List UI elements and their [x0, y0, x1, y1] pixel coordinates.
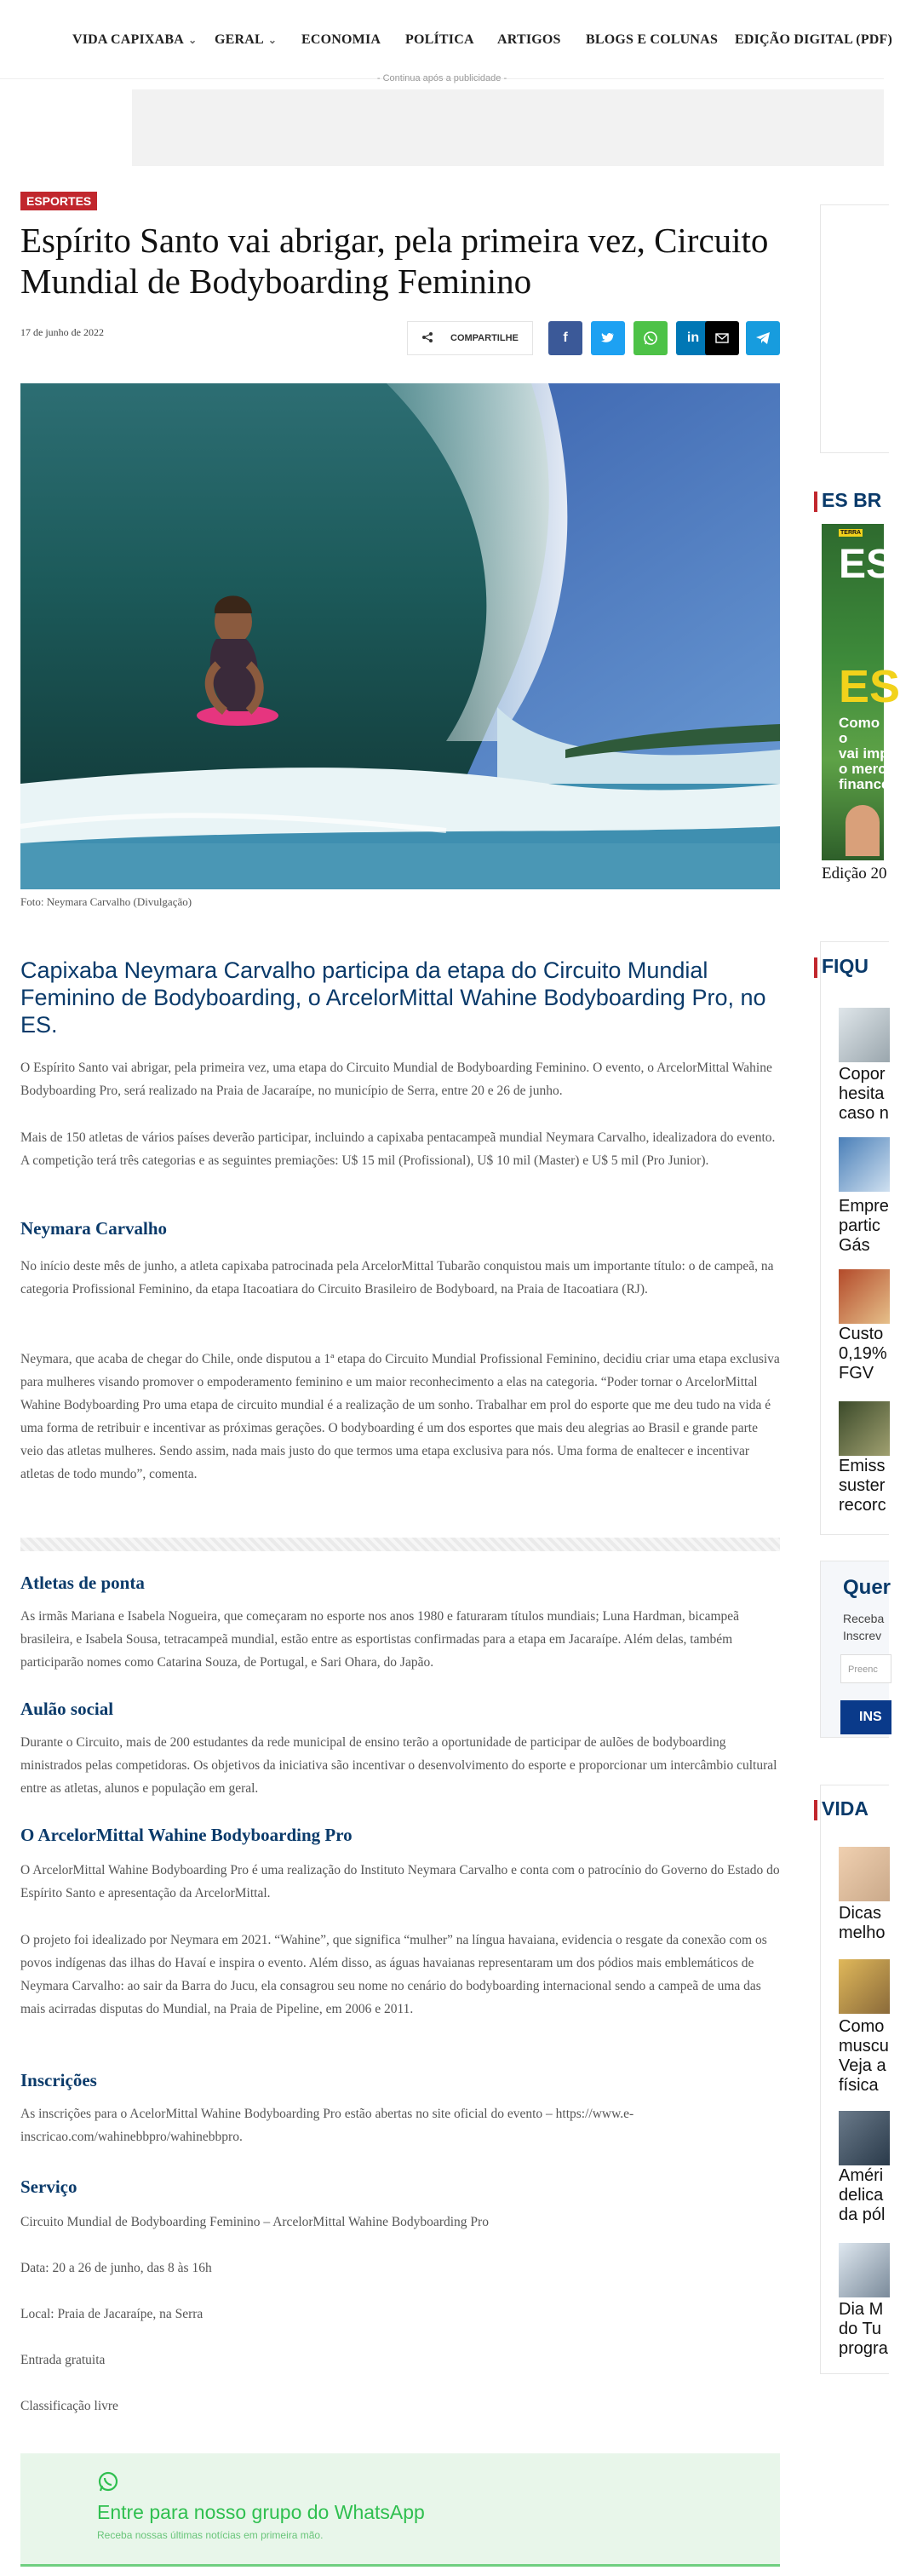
news-item-title[interactable]: [839, 1457, 886, 1515]
nav-label: GERAL: [215, 32, 264, 47]
news-line: muscu: [839, 2037, 889, 2056]
facebook-icon: f: [563, 331, 568, 345]
nav-item-geral[interactable]: [215, 32, 277, 48]
magazine-line: finance: [839, 776, 890, 792]
section-heading: Serviço: [20, 2176, 77, 2197]
sidebar-heading-fique: FIQU: [822, 955, 868, 977]
nav-item-economia[interactable]: ECONOMIA: [301, 32, 381, 47]
whatsapp-cta-subtitle: Receba nossas últimas notícias em primeira mão.: [97, 2529, 324, 2541]
sidebar-heading-es-brasil: ES BR: [822, 489, 882, 511]
news-line: 0,19%: [839, 1344, 887, 1363]
ad-banner[interactable]: [132, 89, 884, 166]
news-thumbnail[interactable]: [839, 2111, 890, 2165]
news-line: caso n: [839, 1104, 889, 1123]
newsletter-text-line: Receba: [843, 1612, 885, 1625]
news-thumbnail[interactable]: [839, 1847, 890, 1901]
news-line: delica: [839, 2186, 884, 2205]
news-item-title[interactable]: [839, 1197, 889, 1256]
email-share-button[interactable]: [705, 321, 739, 355]
whatsapp-icon: [97, 2470, 119, 2498]
news-line: FGV: [839, 1364, 874, 1383]
telegram-icon: [755, 334, 771, 348]
twitter-icon: [601, 333, 615, 348]
news-line: Empre: [839, 1197, 889, 1216]
newsletter-text-line: Inscrev: [843, 1629, 882, 1642]
news-line: suster: [839, 1476, 886, 1495]
news-item-title[interactable]: [839, 1065, 889, 1124]
article-title: Espírito Santo vai abrigar, pela primeira vez, Circuito Mundial de Bodyboarding Feminino: [20, 221, 769, 301]
sidebar-heading-vida: VIDA: [822, 1797, 868, 1820]
news-line: Dia M: [839, 2300, 884, 2319]
linkedin-icon: in: [686, 331, 700, 345]
whatsapp-cta-title[interactable]: Entre para nosso grupo do WhatsApp: [97, 2501, 425, 2523]
whatsapp-share-button[interactable]: [633, 321, 668, 355]
news-line: progra: [839, 2339, 888, 2358]
nav-item-artigos[interactable]: ARTIGOS: [497, 32, 561, 47]
news-item-title[interactable]: [839, 1325, 887, 1383]
nav-item-edicao-digital[interactable]: EDIÇÃO DIGITAL (PDF): [735, 32, 893, 47]
email-icon: [715, 332, 729, 347]
section-heading: Atletas de ponta: [20, 1573, 145, 1593]
news-line: do Tu: [839, 2320, 882, 2338]
paragraph: O ArcelorMittal Wahine Bodyboarding Pro é uma realização do Instituto Neymara Carvalho e conta com o patrocínio do Governo do Estado do Espírito Santo e apresentação da ArcelorMittal.: [20, 1863, 780, 1900]
news-line: Gás: [839, 1236, 870, 1255]
news-thumbnail[interactable]: [839, 1137, 890, 1192]
paragraph: Neymara, que acaba de chegar do Chile, onde disputou a 1ª etapa do Circuito Mundial Profissional Feminino, decidiu criar uma etapa exclusiva para mulheres visando promover o empoderamento feminino e um maior reconhecimento a elas na categoria. “Poder tornar o ArcelorMittal Wahine Bodyboarding Pro uma etapa de circuito mundial é a realização de um sonho. Trabalhar em prol do esporte que me deu tudo na vida é uma forma de retribuir e incentivar as próximas gerações. O bodyboarding é um dos esportes que mais deu alegrias ao Brasil e grande parte veio das atletas mulheres. Sendo assim, nada mais justo do que termos uma etapa exclusiva para nós. Uma forma de enaltecer e incentivar atletas de todo mundo”, comenta.: [20, 1352, 780, 1481]
news-line: física: [839, 2076, 879, 2095]
service-line: Classificação livre: [20, 2399, 118, 2413]
service-line: Local: Praia de Jacaraípe, na Serra: [20, 2307, 204, 2321]
paragraph: O Espírito Santo vai abrigar, pela primeira vez, uma etapa do Circuito Mundial de Bodyboarding Feminino. O evento, o ArcelorMittal Wahine Bodyboarding Pro, será realizado na Praia de Jacaraípe, no município de Serra, entre 20 e 26 de junho.: [20, 1061, 772, 1098]
paragraph: Mais de 150 atletas de vários países deverão participar, incluindo a capixaba pentacampeã mundial Neymara Carvalho, idealizadora do evento. A competição terá três categorias e as seguintes premiações: U$ 15 mil (Profissional), U$ 10 mil (Master) e U$ 5 mil (Pro Junior).: [20, 1130, 776, 1168]
newsletter-title: Quer: [843, 1576, 891, 1599]
magazine-headline-big: ES: [839, 661, 900, 712]
twitter-share-button[interactable]: [591, 321, 625, 355]
facebook-share-button[interactable]: [548, 321, 582, 355]
news-thumbnail[interactable]: [839, 1959, 890, 2014]
magazine-line: o merc: [839, 761, 886, 777]
nav-label: VIDA CAPIXABA: [72, 32, 185, 47]
news-line: Améri: [839, 2166, 884, 2185]
share-button[interactable]: [407, 321, 533, 355]
edition-label[interactable]: Edição 20: [822, 865, 887, 883]
nav-item-vida-capixaba[interactable]: [72, 32, 197, 48]
whatsapp-icon: [643, 335, 658, 349]
news-item-title[interactable]: [839, 2300, 888, 2359]
section-heading: O ArcelorMittal Wahine Bodyboarding Pro: [20, 1825, 353, 1845]
service-line: Data: 20 a 26 de junho, das 8 às 16h: [20, 2261, 212, 2275]
news-item-title[interactable]: [839, 1904, 885, 1943]
magazine-tag: TERRA: [840, 530, 862, 536]
news-line: Custo: [839, 1325, 884, 1343]
top-navigation: [0, 0, 893, 79]
news-line: Emiss: [839, 1457, 886, 1475]
newsletter-text: [843, 1610, 884, 1644]
telegram-share-button[interactable]: [746, 321, 780, 355]
image-caption: Foto: Neymara Carvalho (Divulgação): [20, 895, 192, 908]
chevron-down-icon: ⌄: [267, 34, 278, 46]
magazine-line: Como o: [839, 715, 880, 746]
share-label: COMPARTILHE: [450, 333, 519, 343]
nav-item-politica[interactable]: POLÍTICA: [405, 32, 474, 47]
news-line: melho: [839, 1923, 886, 1942]
paragraph: Durante o Circuito, mais de 200 estudantes da rede municipal de ensino terão a oportunidade de participar de aulões de bodyboarding ministrados pelas competidoras. Os objetivos da iniciativa são incentivar o desenvolvimento do esporte e proporcionar um intercâmbio cultural entre as atletas, alunos e população em geral.: [20, 1735, 777, 1796]
news-line: Como: [839, 2017, 885, 2036]
news-line: hesita: [839, 1084, 885, 1103]
news-line: Veja a: [839, 2056, 886, 2075]
magazine-line: vai imp: [839, 745, 889, 762]
sidebar-widget-top: [820, 204, 889, 453]
newsletter-email-input[interactable]: Preenc: [840, 1654, 891, 1683]
news-item-title[interactable]: [839, 2017, 889, 2096]
news-line: da pól: [839, 2205, 886, 2224]
service-line: Circuito Mundial de Bodyboarding Feminino – ArcelorMittal Wahine Bodyboarding Pro: [20, 2215, 489, 2229]
paragraph: O projeto foi idealizado por Neymara em 2021. “Wahine”, que significa “mulher” na língua havaiana, evidencia o resgate da conexão com os povos indígenas das ilhas do Havaí e inspira o evento. Além disso, as águas havaianas representaram um dos pódios mais emblemáticos de Neymara Carvalho: ao sair da Barra do Jucu, ela consagrou seu nome no cenário do bodyboarding internacional sendo a campeã de uma das mais acirradas disputas do Mundial, na Praia de Pipeline, em 2006 e 2011.: [20, 1933, 767, 2016]
news-thumbnail[interactable]: [839, 1008, 890, 1062]
news-line: Dicas: [839, 1904, 882, 1923]
paragraph: No início deste mês de junho, a atleta capixaba patrocinada pela ArcelorMittal Tubarão conquistou mais um importante título: o de campeã, na categoria Profissional Feminino, da etapa Itacoatiara do Circuito Brasileiro de Bodyboard, na Praia de Itacoatiara (RJ).: [20, 1259, 774, 1297]
paragraph: As inscrições para o AcelorMittal Wahine Bodyboarding Pro estão abertas no site oficial do evento – https://www.e-inscricao.com/wahinebbpro/wahinebbpro.: [20, 2107, 634, 2144]
section-heading: Inscrições: [20, 2070, 97, 2090]
whatsapp-group-cta[interactable]: [20, 2453, 780, 2567]
magazine-cover[interactable]: [822, 524, 900, 860]
article-hero-image: [20, 383, 780, 889]
article-lead: Capixaba Neymara Carvalho participa da etapa do Circuito Mundial Feminino de Bodyboarding, o ArcelorMittal Wahine Bodyboarding Pro, no ES.: [20, 957, 766, 1038]
news-line: partic: [839, 1216, 880, 1235]
section-heading: Aulão social: [20, 1699, 114, 1719]
nav-item-blogs-colunas[interactable]: BLOGS E COLUNAS: [586, 32, 719, 47]
magazine-headline-lines: [839, 716, 890, 792]
newsletter-subscribe-button[interactable]: INS: [840, 1700, 891, 1734]
share-icon: [421, 331, 433, 346]
news-thumbnail[interactable]: [839, 1401, 890, 1456]
ad-label: - Continua após a publicidade -: [376, 73, 507, 83]
news-thumbnail[interactable]: [839, 2243, 890, 2297]
magazine-logo: ES: [839, 542, 894, 587]
news-thumbnail[interactable]: [839, 1269, 890, 1324]
service-line: Entrada gratuita: [20, 2353, 106, 2367]
magazine-portrait: [846, 805, 880, 856]
news-item-title[interactable]: [839, 2166, 886, 2225]
chevron-down-icon: ⌄: [188, 34, 198, 46]
article-date: 17 de junho de 2022: [20, 326, 104, 338]
news-line: recorc: [839, 1496, 886, 1515]
section-heading: Neymara Carvalho: [20, 1218, 168, 1239]
content-divider: [20, 1538, 780, 1551]
category-badge[interactable]: ESPORTES: [20, 192, 97, 210]
paragraph: As irmãs Mariana e Isabela Nogueira, que começaram no esporte nos anos 1980 e faturaram títulos mundiais; Luna Hardman, bicampeã brasileira, e Isabela Sousa, tetracampeã mundial, estão entre as esportistas confirmadas para a etapa em Jacaraípe. Além delas, também participarão nomes como Catarina Souza, de Portugal, e Sari Ohara, do Japão.: [20, 1609, 740, 1670]
news-line: Copor: [839, 1065, 886, 1084]
